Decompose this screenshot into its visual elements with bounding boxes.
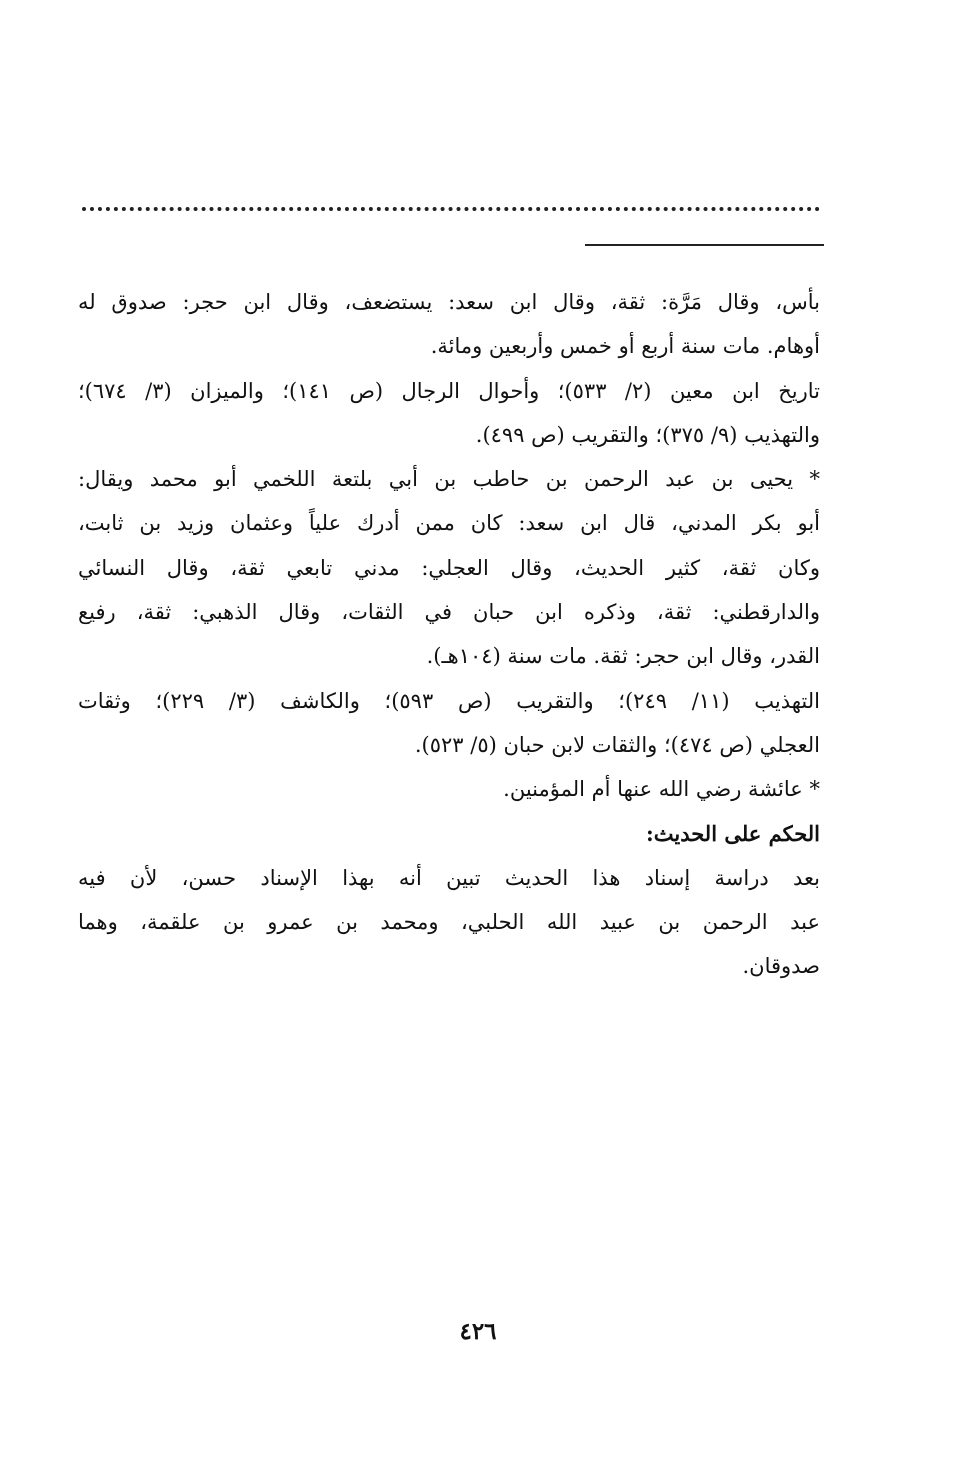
text-line: * عائشة رضي الله عنها أم المؤمنين. xyxy=(503,777,820,802)
page-number: ٤٢٦ xyxy=(459,1318,497,1345)
dotted-separator xyxy=(82,207,820,211)
text-line: * يحيى بن عبد الرحمن بن حاطب بن أبي بلتعة اللخمي أبو محمد ويقال: xyxy=(78,467,820,492)
text-line: القدر، وقال ابن حجر: ثقة. مات سنة (١٠٤هـ). xyxy=(426,644,820,669)
text-line: صدوقان. xyxy=(742,954,820,979)
text-line: والدارقطني: ثقة، وذكره ابن حبان في الثقات، وقال الذهبي: ثقة، رفيع xyxy=(78,600,820,625)
text-line: بأس، وقال مَرَّة: ثقة، وقال ابن سعد: يستضعف، وقال ابن حجر: صدوق له xyxy=(78,290,820,314)
footnote-rule xyxy=(585,244,824,246)
text-line: العجلي (ص ٤٧٤)؛ والثقات لابن حبان (٥/ ٥٢٣). xyxy=(414,732,820,757)
text-line: تاريخ ابن معين (٢/ ٥٣٣)؛ وأحوال الرجال (ص ١٤١)؛ والميزان (٣/ ٦٧٤)؛ xyxy=(78,378,820,403)
text-line: عبد الرحمن بن عبيد الله الحلبي، ومحمد بن عمرو بن علقمة، وهما xyxy=(78,910,821,935)
text-line: أبو بكر المدني، قال ابن سعد: كان ممن أدرك علياً وعثمان وزيد بن ثابت، xyxy=(78,511,820,536)
text-line: وكان ثقة، كثير الحديث، وقال العجلي: مدني تابعي ثقة، وقال النسائي xyxy=(78,555,820,580)
text-line: والتهذيب (٩/ ٣٧٥)؛ والتقريب (ص ٤٩٩). xyxy=(475,422,820,447)
section-heading: الحكم على الحديث: xyxy=(646,820,820,846)
text-line: التهذيب (١١/ ٢٤٩)؛ والتقريب (ص ٥٩٣)؛ والكاشف (٣/ ٢٢٩)؛ وثقات xyxy=(78,688,820,713)
footnote-text-block xyxy=(78,280,820,989)
text-line: أوهام. مات سنة أربع أو خمس وأربعين ومائة. xyxy=(430,334,820,359)
text-line: بعد دراسة إسناد هذا الحديث تبين أنه بهذا الإسناد حسن، لأن فيه xyxy=(78,865,820,890)
